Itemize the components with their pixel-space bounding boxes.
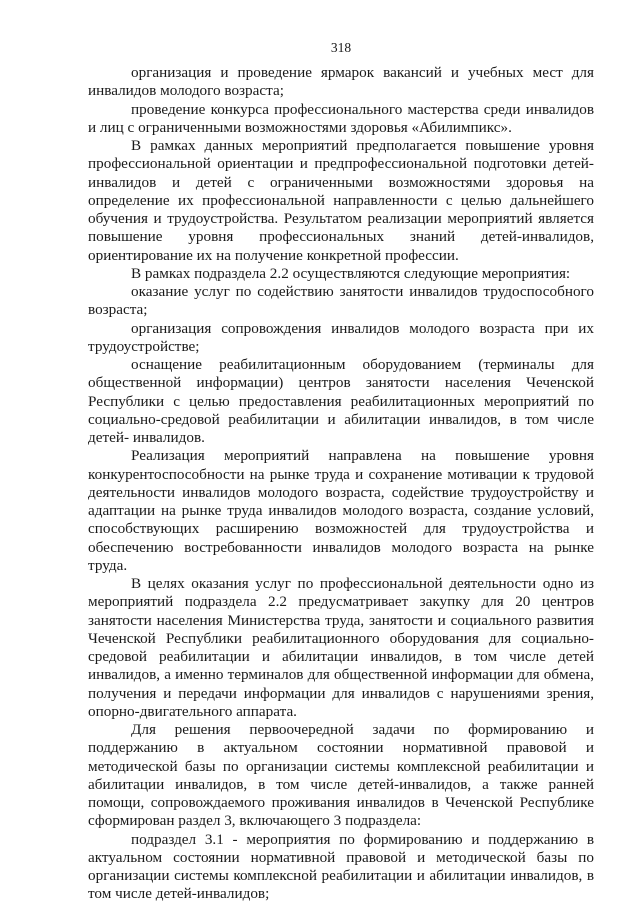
paragraph-equipment: оснащение реабилитационным оборудованием (терминалы для общественной информации) центров занятости населения Чеченской Республики с целью предоставления реабилитационных мероприятий по социально-средовой реабилитации и абилитации инвалидов, в том числе детей- инвалидов. (88, 356, 594, 446)
paragraph-employment-support: организация сопровождения инвалидов молодого возраста при их трудоустройстве; (88, 319, 594, 355)
paragraph-subsection-3-1: подраздел 3.1 - мероприятия по формированию и поддержанию в актуальном состоянии нормативной правовой и методической базы по организации системы комплексной реабилитации и абилитации инвалидов, в том числе детей-инвалидов; (88, 830, 594, 903)
paragraph-job-fairs: организация и проведение ярмарок вакансий и учебных мест для инвалидов молодого возраста; (88, 64, 594, 100)
paragraph-career-guidance: В рамках данных мероприятий предполагается повышение уровня профессиональной ориентации и предпрофессиональной подготовки детей-инвалидов и детей с ограниченными возможностями здоровья на определение их профессиональной направленности с целью дальнейшего обучения и трудоустройства. Результатом реализации мероприятий является повышение уровня профессиональных знаний детей-инвалидов, ориентирование их на получение конкретной профессии. (88, 137, 594, 264)
paragraph-section-3: Для решения первоочередной задачи по формированию и поддержанию в актуальном состоянии нормативной правовой и методической базы по организации системы комплексной реабилитации и абилитации инвалидов, в том числе детей-инвалидов, а также ранней помощи, сопровождаемого проживания инвалидов в Чеченской Республике сформирован раздел 3, включающего 3 подраздела: (88, 721, 594, 830)
paragraph-subsection-2-2-intro: В рамках подраздела 2.2 осуществляются следующие мероприятия: (131, 264, 571, 282)
paragraph-competitiveness: Реализация мероприятий направлена на повышение уровня конкурентоспособности на рынке труда и сохранение мотивации к трудовой деятельности инвалидов молодого возраста, содействие трудоустройству и адаптации на рынке труда инвалидов молодого возраста, создание условий, способствующих расширению возможностей для трудоустройства и обеспечению востребованности инвалидов молодого возраста на рынке труда. (88, 447, 594, 574)
paragraph-employment-services: оказание услуг по содействию занятости инвалидов трудоспособного возраста; (88, 283, 594, 319)
page-number: 318 (330, 40, 352, 55)
paragraph-terminals-purchase: В целях оказания услуг по профессиональной деятельности одно из мероприятий подраздела 2.2 предусматривает закупку для 20 центров занятости населения Министерства труда, занятости и социального развития Чеченской Республики реабилитационного оборудования для социально-средовой реабилитации и абилитации инвалидов, в том числе детей инвалидов, а именно терминалов для общественной информации для обмена, получения и передачи информации для инвалидов с нарушениями зрения, опорно-двигательного аппарата. (88, 575, 594, 720)
paragraph-abilympics: проведение конкурса профессионального мастерства среди инвалидов и лиц с ограниченными возможностями здоровья «Абилимпикс». (88, 100, 594, 136)
